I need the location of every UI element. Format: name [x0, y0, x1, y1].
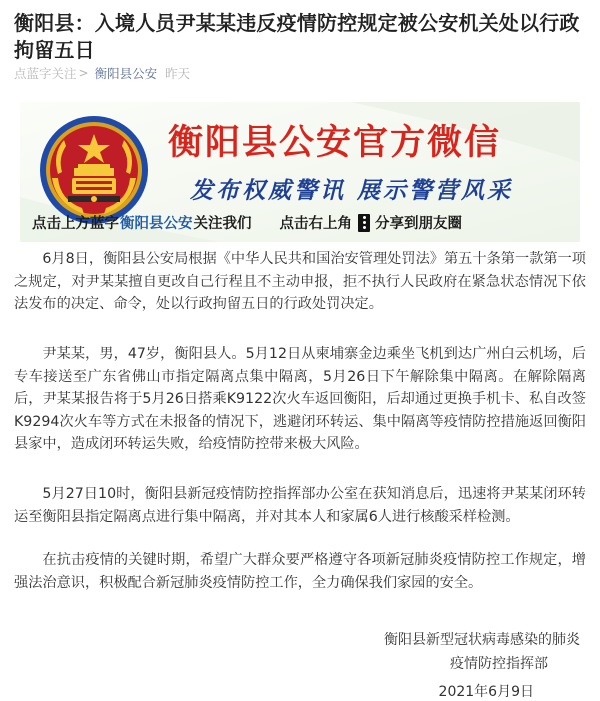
banner-title-account: 衡阳县公安 [168, 123, 354, 163]
publish-time: 昨天 [165, 66, 191, 81]
banner-follow-hint [32, 212, 572, 233]
body-paragraph: 在抗击疫情的关键时期，希望广大群众要严格遵守各项新冠肺炎疫情防控工作规定，增强法治意识，积极配合新冠肺炎疫情防控工作，全力确保我们家园的安全。 [14, 552, 586, 591]
hint-account-name: 衡阳县公安 [120, 216, 193, 232]
account-banner-image [20, 102, 580, 242]
hint-share-prefix: 点击右上角 [279, 216, 352, 232]
banner-title-suffix: 官方微信 [353, 123, 502, 163]
body-paragraph: 6月8日，衡阳县公安局根据《中华人民共和国治安管理处罚法》第五十条第一款第一项之规定，对尹某某擅自更改自己行程且不主动申报，拒不执行人民政府在紧急状态情况下依法发布的决定、命令，处以行政拘留五日的行政处罚决定。 [14, 251, 586, 313]
article-meta [14, 64, 190, 82]
hint-prefix: 点击上方蓝字 [32, 216, 119, 232]
hint-follow: 关注我们 [193, 216, 252, 232]
banner-slogan: 发布权威警讯 展示警营风采 [190, 177, 514, 204]
signature-organization-line2: 疫情防控指挥部 [450, 656, 548, 672]
body-paragraph: 5月27日10时，衡阳县新冠疫情防控指挥部办公室在获知消息后，迅速将尹某某闭环转运至衡阳县指定隔离点进行集中隔离，并对其本人和家属6人进行核酸采样检测。 [14, 486, 586, 525]
banner-title [168, 122, 501, 164]
account-name-link[interactable]: 衡阳县公安 [94, 66, 158, 81]
more-menu-icon [358, 214, 370, 232]
follow-hint: 点蓝字关注 [14, 66, 77, 81]
chevron-right-icon: > [78, 66, 89, 80]
signature-date: 2021年6月9日 [438, 684, 534, 700]
police-emblem-icon [38, 114, 150, 226]
article-title: 衡阳县：入境人员尹某某违反疫情防控规定被公安机关处以行政拘留五日 [14, 11, 580, 62]
hint-share-suffix: 分享到朋友圈 [375, 216, 462, 232]
signature-organization-line1: 衡阳县新型冠状病毒感染的肺炎 [384, 632, 580, 648]
body-paragraph: 尹某某，男，47岁，衡阳县人。5月12日从柬埔寨金边乘坐飞机到达广州白云机场，后专车接送至广东省佛山市指定隔离点集中隔离，5月26日下午解除集中隔离。在解除隔离后，尹某某报告将于5月26日搭乘K9122次火车返回衡阳，后却通过更换手机卡、私自改签K9294次火车等方式在未报备的情况下，逃避闭环转运、集中隔离等疫情防控措施返回衡阳县家中，造成闭环转运失败，给疫情防控带来极大风险。 [14, 346, 586, 453]
